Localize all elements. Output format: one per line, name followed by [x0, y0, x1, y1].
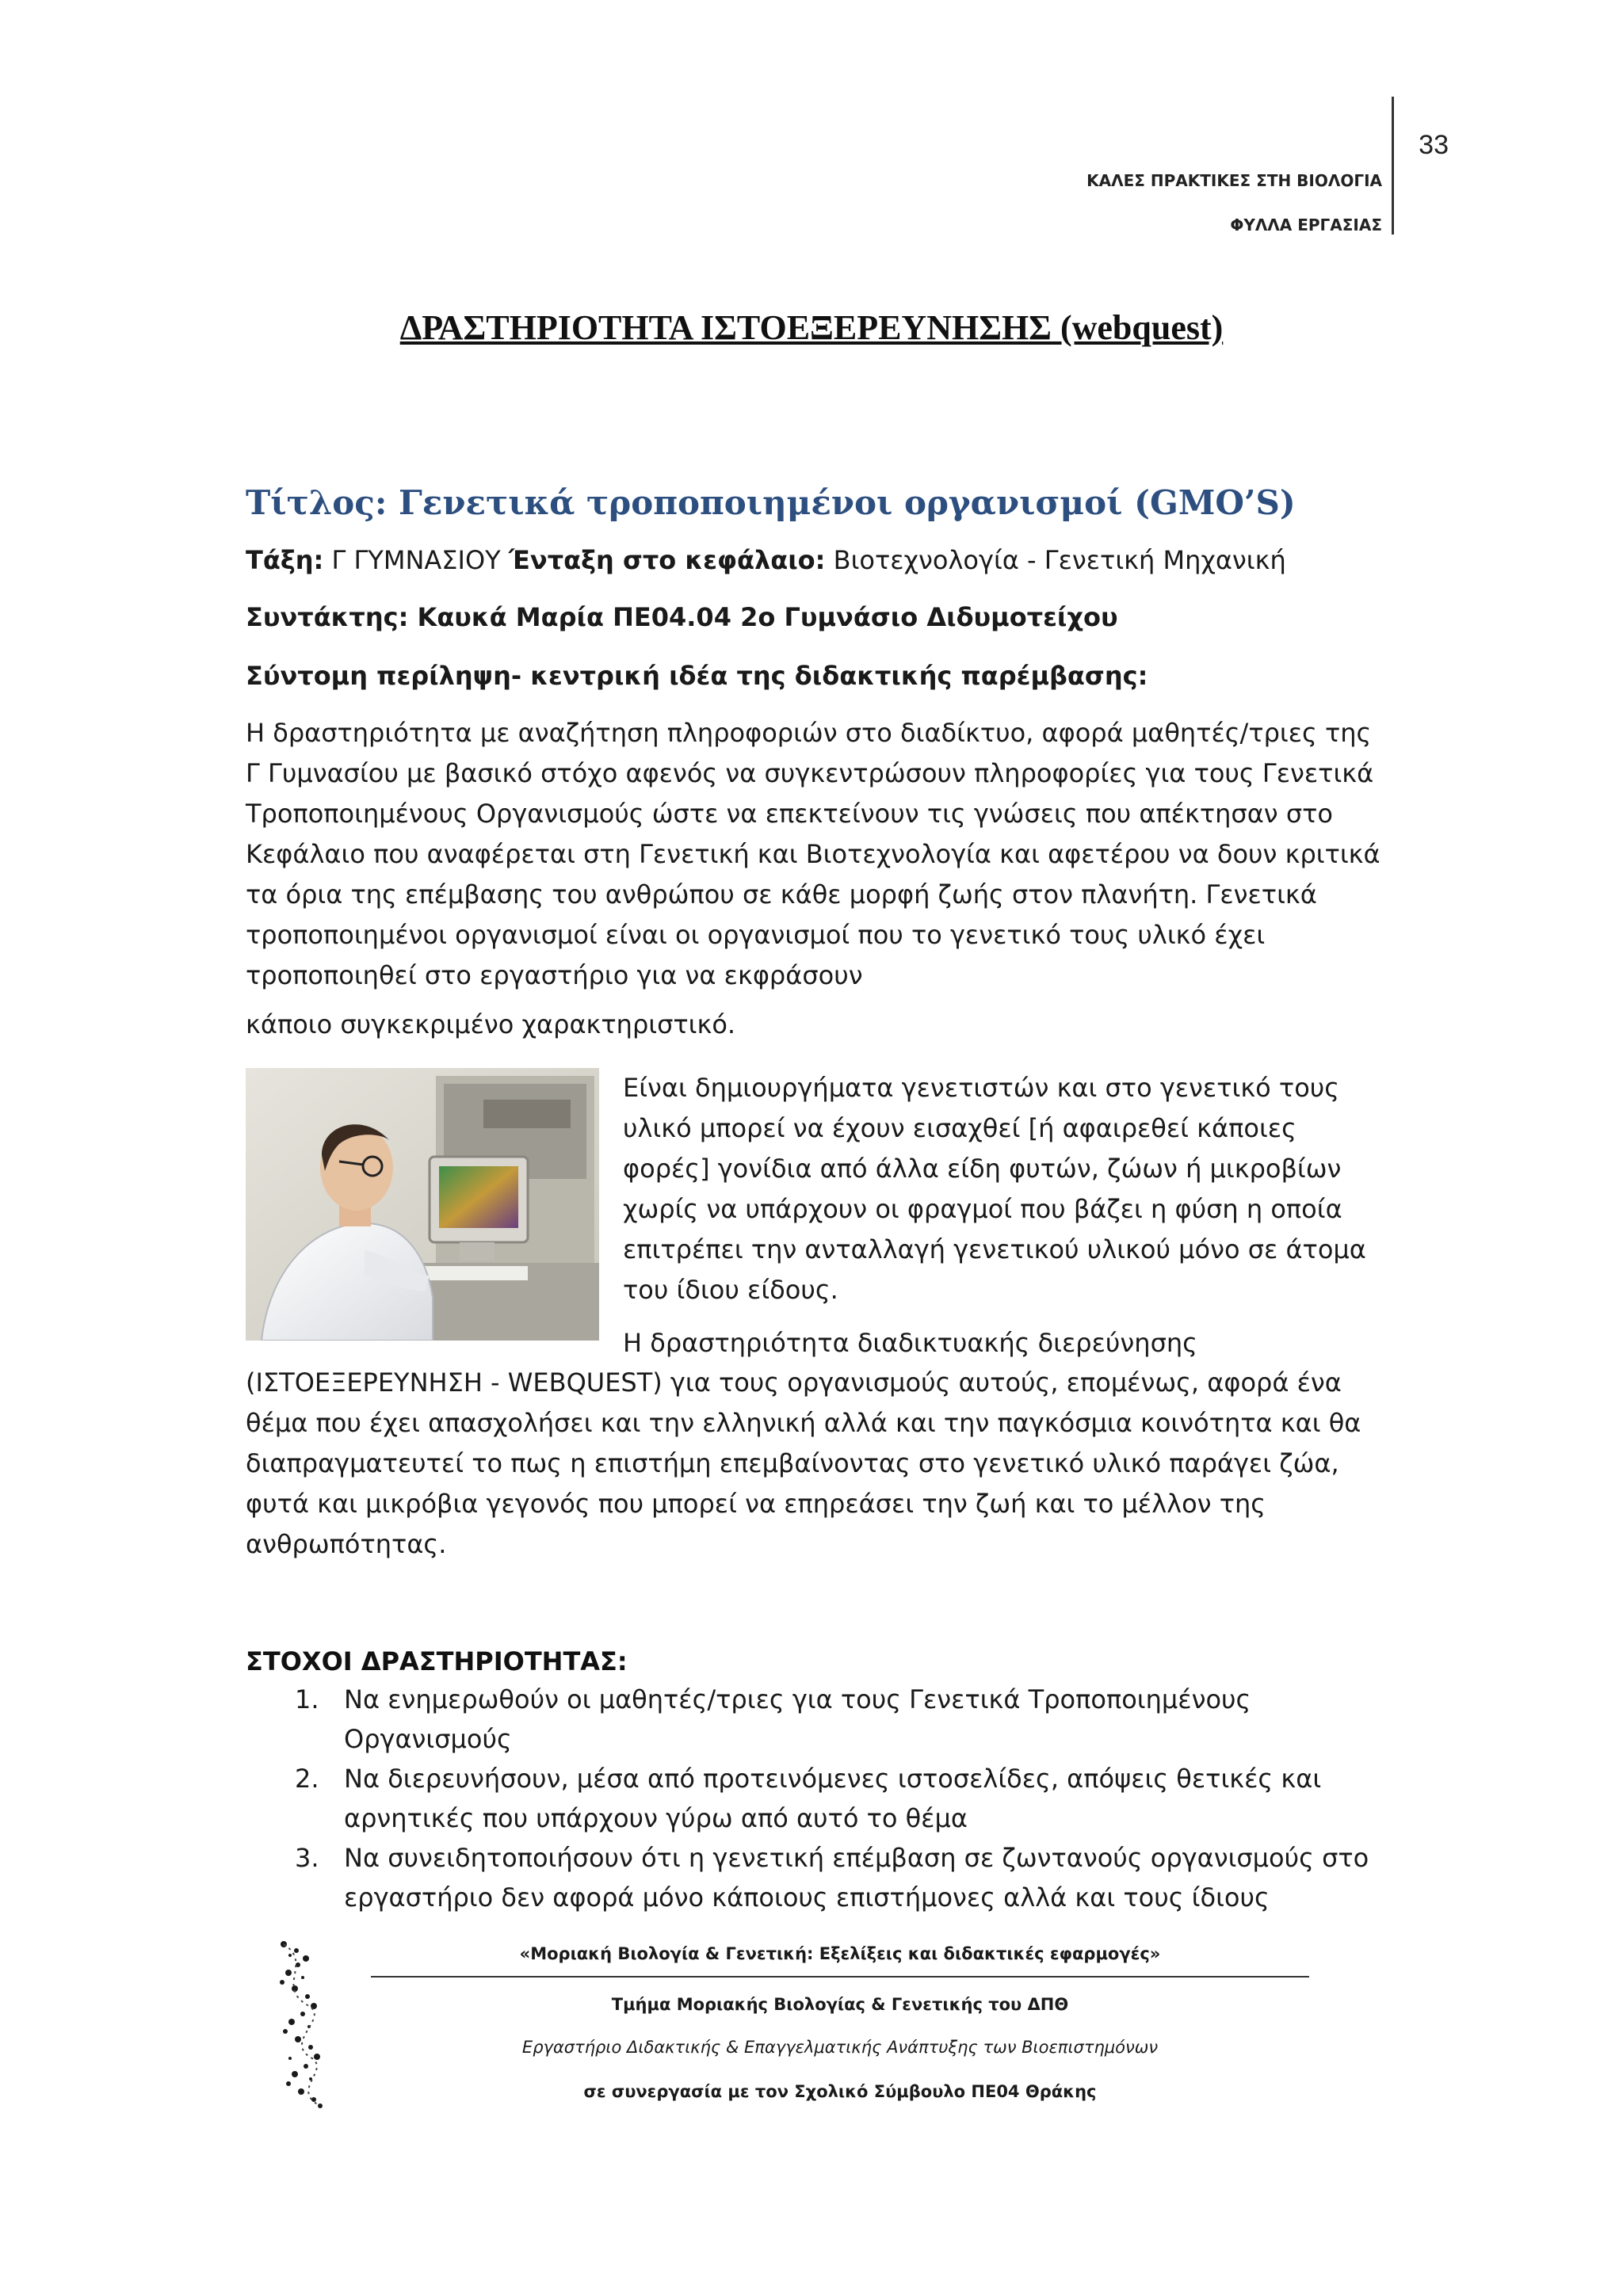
paragraph-webquest: (ΙΣΤΟΕΞΕΡΕΥΝΗΣΗ - WEBQUEST) για τους οργανισμούς αυτούς, επομένως, αφορά ένα θέμα που έχει απασχολήσει και την ελληνική αλλά και την παγκόσμια κοινότητα και θα διαπραγματευτεί το πως η επιστήμη επεμβαίνοντας στο γενετικό υλικό παράγει ζώα, φυτά και μικρόβια γεγονός που μπορεί να επηρεάσει την ζωή και το μέλλον της ανθρωπότητας. [246, 1367, 1361, 1559]
header-divider [1392, 97, 1394, 235]
document-title: ΔΡΑΣΤΗΡΙΟΤΗΤΑ ΙΣΤΟΕΞΕΡΕΥΝΗΣΗΣ (webquest) [399, 308, 1224, 347]
footer-line-4: σε συνεργασία με τον Σχολικό Σύμβουλο ΠΕ04 Θράκης [583, 2082, 1097, 2101]
paragraph-webquest-start: Η δραστηριότητα διαδικτυακής διερεύνησης [623, 1328, 1197, 1358]
goals-heading: ΣΤΟΧΟΙ ΔΡΑΣΤΗΡΙΟΤΗΤΑΣ: [246, 1646, 628, 1676]
paragraph-intro: Η δραστηριότητα με αναζήτηση πληροφοριών στο διαδίκτυο, αφορά μαθητές/τριες της Γ Γυμνασίου με βασικό στόχο αφενός να συγκεντρώσουν πληροφορίες για τους Γενετικά Τροποποιημένους Οργανισμούς ώστε να επεκτείνουν τις γνώσεις που απέκτησαν στο Κεφάλαιο που αναφέρεται στη Γενετική και Βιοτεχνολογία και αφετέρου να δουν κριτικά τα όρια της επέμβασης του ανθρώπου σε κάθε μορφή ζωής στον πλανήτη. Γενετικά τροποποιημένοι οργανισμοί είναι οι οργανισμοί που το γενετικό τους υλικό έχει τροποποιηθεί στο εργαστήριο για να εκφράσουν [246, 718, 1381, 990]
class-chapter-line [246, 545, 1286, 575]
summary-heading: Σύντομη περίληψη- κεντρική ιδέα της διδακτικής παρέμβασης: [246, 661, 1148, 691]
paragraph-intro-end: κάποιο συγκεκριμένο χαρακτηριστικό. [246, 1009, 736, 1039]
list-number: 2. [295, 1764, 319, 1794]
header-line-1: ΚΑΛΕΣ ΠΡΑΚΤΙΚΕΣ ΣΤΗ ΒΙΟΛΟΓΙΑ [1086, 171, 1382, 190]
page-number: 33 [1419, 130, 1449, 160]
footer-line-1: «Μοριακή Βιολογία & Γενετική: Εξελίξεις και διδακτικές εφαρμογές» [519, 1944, 1161, 1963]
scientist-at-computer-icon [246, 1068, 599, 1341]
paragraph-creations: Είναι δημιουργήματα γενετιστών και στο γενετικό τους υλικό μπορεί να έχουν εισαχθεί [ή αφαιρεθεί κάποιες φορές] γονίδια από άλλα είδη φυτών, ζώων ή μικροβίων χωρίς να υπάρχουν οι φραγμοί που βάζει η φύση η οποία επιτρέπει την ανταλλαγή γενετικού υλικού μόνο σε άτομα του ίδιου είδους. [623, 1073, 1366, 1305]
footer-line-3: Εργαστήριο Διδακτικής & Επαγγελματικής Ανάπτυξης των Βιοεπιστημόνων [521, 2038, 1159, 2057]
list-item [246, 1759, 1387, 1838]
chapter-label: Ένταξη στο κεφάλαιο: [508, 545, 826, 575]
section-title: Τίτλος: Γενετικά τροποποιημένοι οργανισμοί (GMO’S) [246, 483, 1296, 522]
footer-line-2: Τμήμα Μοριακής Βιολογίας & Γενετικής του ΔΠΘ [611, 1995, 1069, 2014]
class-value: Γ ΓΥΜΝΑΣΙΟΥ [323, 545, 509, 575]
list-number: 1. [295, 1684, 319, 1714]
class-label: Τάξη: [246, 545, 324, 575]
list-item [246, 1680, 1387, 1759]
list-text: Να ενημερωθούν οι μαθητές/τριες για τους Γενετικά Τροποποιημένους Οργανισμούς [344, 1684, 1251, 1754]
list-number: 3. [295, 1843, 319, 1873]
dna-helix-icon [274, 1939, 330, 2109]
chapter-value: Βιοτεχνολογία - Γενετική Μηχανική [825, 545, 1286, 575]
scientist-photo [246, 1068, 599, 1341]
list-item [246, 1838, 1387, 1917]
list-text: Να συνειδητοποιήσουν ότι η γενετική επέμβαση σε ζωντανούς οργανισμούς στο εργαστήριο δεν αφορά μόνο κάποιους επιστήμονες αλλά και τους ίδιους [344, 1843, 1369, 1913]
list-text: Να διερευνήσουν, μέσα από προτεινόμενες ιστοσελίδες, απόψεις θετικές και αρνητικές που υπάρχουν γύρω από αυτό το θέμα [344, 1764, 1322, 1833]
header-line-2: ΦΥΛΛΑ ΕΡΓΑΣΙΑΣ [1230, 215, 1382, 235]
goals-list [246, 1680, 1387, 1917]
footer-divider [371, 1976, 1309, 1978]
author-line: Συντάκτης: Καυκά Μαρία ΠΕ04.04 2ο Γυμνάσιο Διδυμοτείχου [246, 602, 1118, 632]
